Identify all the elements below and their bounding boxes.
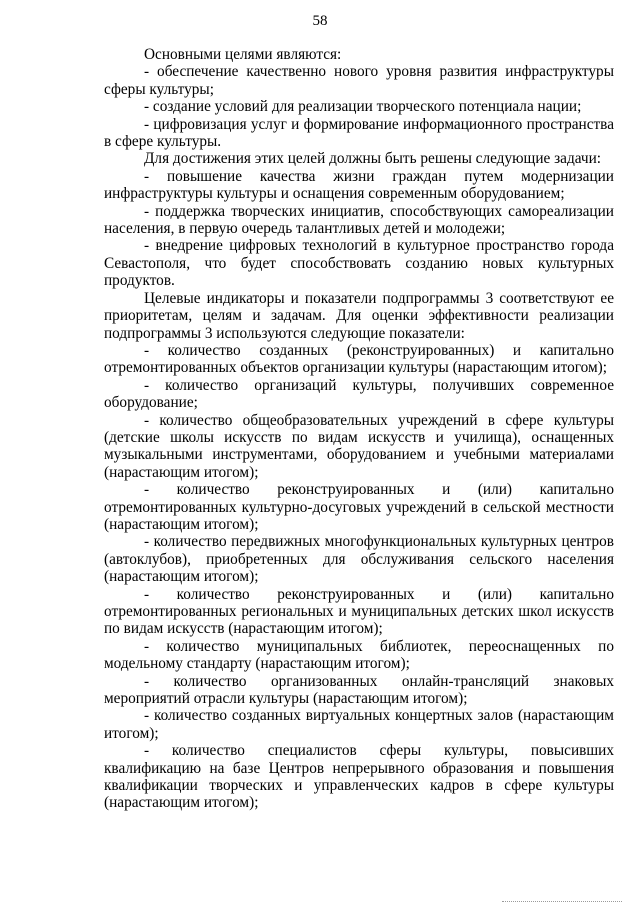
page-number: 58 <box>312 13 328 29</box>
indicator-item: - количество созданных (реконструированных) и капитально отремонтированных объектов организации культуры (нарастающим итогом); <box>104 341 614 377</box>
indicator-item: - количество реконструированных и (или) капитально отремонтированных региональных и муниципальных детских школ искусств по видам искусств (нарастающим итогом); <box>104 585 614 638</box>
indicator-item: - количество реконструированных и (или) капитально отремонтированных культурно-досуговых учреждений в сельской местности (нарастающим итогом); <box>104 481 614 533</box>
goal-item: - обеспечение качественно нового уровня развития инфраструктуры сферы культуры; <box>104 63 614 98</box>
indicator-item: - количество общеобразовательных учреждений в сфере культуры (детские школы искусств по видам искусств и училища), оснащенных музыкальными инструментами, оборудованием и учебными материалами (нарастающим итогом); <box>104 411 614 481</box>
task-item: - повышение качества жизни граждан путем модернизации инфраструктуры культуры и оснащения современным оборудованием; <box>104 167 614 203</box>
goal-item: - создание условий для реализации творческого потенциала нации; <box>144 98 582 116</box>
goals-heading: Основными целями являются: <box>144 46 342 63</box>
goal-item: - цифровизация услуг и формирование информационного пространства в сфере культуры. <box>104 115 614 151</box>
indicator-item: - количество созданных виртуальных концертных залов (нарастающим итогом); <box>104 707 614 742</box>
task-item: - поддержка творческих инициатив, способствующих самореализации населения, в первую очередь талантливых детей и молодежи; <box>104 202 614 238</box>
document-body <box>104 46 614 812</box>
indicator-item: - количество организаций культуры, получивших современное оборудование; <box>104 376 614 412</box>
indicators-intro: Целевые индикаторы и показатели подпрограммы 3 соответствуют ее приоритетам, целям и задачам. Для оценки эффективности реализации подпрограммы 3 используются следующие показатели: <box>104 289 614 342</box>
indicator-item: - количество муниципальных библиотек, переоснащенных по модельному стандарту (нарастающим итогом); <box>104 637 614 673</box>
indicator-item: - количество специалистов сферы культуры, повысивших квалификацию на базе Центров непрерывного образования и повышения квалификации творческих и управленческих кадров в сфере культуры (нарастающим итогом); <box>104 742 614 812</box>
indicator-item: - количество организованных онлайн-трансляций знаковых мероприятий отрасли культуры (нарастающим итогом); <box>104 672 614 708</box>
tasks-heading: Для достижения этих целей должны быть решены следующие задачи: <box>144 150 602 168</box>
page-edge-mark <box>502 901 622 902</box>
task-item: - внедрение цифровых технологий в культурное пространство города Севастополя, что будет способствовать созданию новых культурных продуктов. <box>104 237 614 290</box>
indicator-item: - количество передвижных многофункциональных культурных центров (автоклубов), приобретенных для обслуживания сельского населения (нарастающим итогом); <box>104 533 614 586</box>
